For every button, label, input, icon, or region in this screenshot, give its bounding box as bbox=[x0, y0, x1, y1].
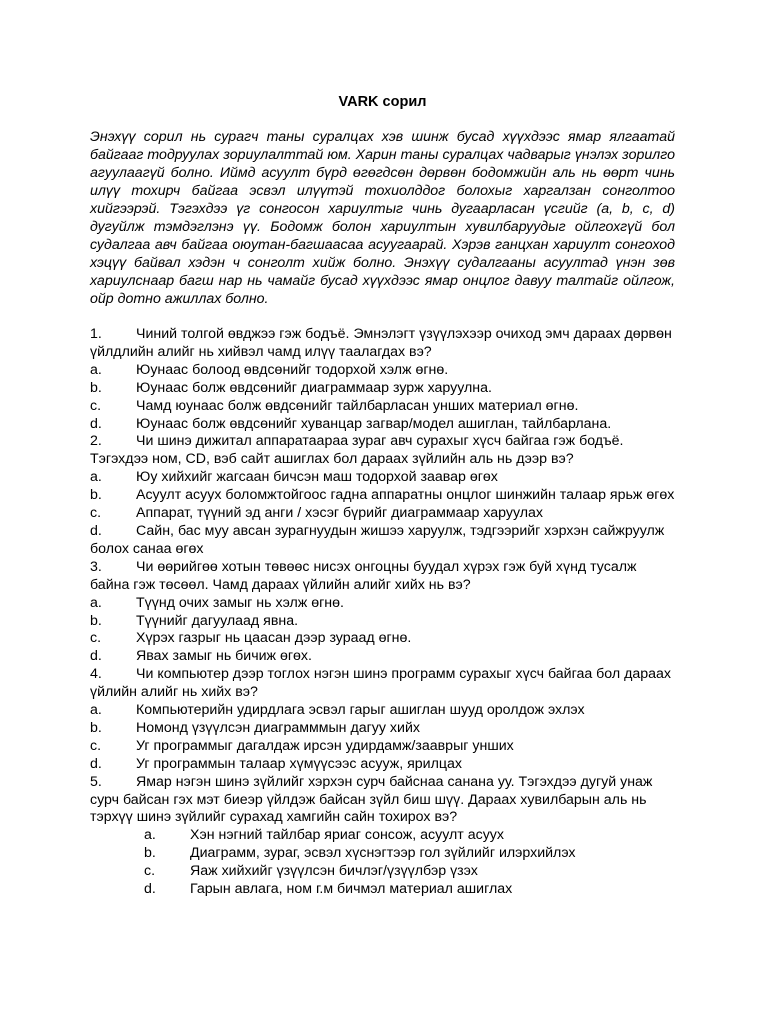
option-c bbox=[90, 738, 675, 756]
option-b bbox=[90, 845, 675, 863]
option-letter: b. bbox=[90, 719, 102, 736]
question-text bbox=[90, 666, 675, 702]
option-text: Диаграмм, зураг, эсвэл хүснэгтээр гол зүйлийг илэрхийлэх bbox=[190, 845, 576, 862]
question-4 bbox=[90, 666, 675, 773]
option-d bbox=[90, 416, 675, 434]
question-body: Ямар нэгэн шинэ зүйлийг хэрхэн сурч байснаа санана уу. Тэгэхдээ дугуй унаж сурч байсан гэх мэт биеэр үйлдэж байсан зүйл биш шүү. Дараах хувилбарын аль нь тэрхүү шинэ зүйлийг сурахад хамгийн сайн тохирох вэ? bbox=[90, 773, 653, 826]
option-d bbox=[90, 881, 675, 899]
option-c bbox=[90, 505, 675, 523]
option-text: Асуулт асуух боломжтойгоос гадна аппаратны онцлог шинжийн талаар ярьж өгөх bbox=[136, 487, 675, 504]
question-2 bbox=[90, 433, 675, 558]
option-a bbox=[90, 595, 675, 613]
option-d bbox=[90, 756, 675, 774]
option-a bbox=[90, 827, 675, 845]
option-a bbox=[90, 362, 675, 380]
intro-paragraph: Энэхүү сорил нь сурагч таны суралцах хэв шинж бусад хүүхдээс ямар ялгаатай байгааг тодруулах зориулалттай юм. Харин таны суралцах чадварыг үнэлэх зорилго агуулаагүй болно. Иймд асуулт бүрд өгөгдсөн дөрвөн бодомжийн аль нь өөрт чинь илүү тохирч байгаа эсвэл илүүтэй тохиолддог болохыг харгалзан сонголтоо хийгээрэй. Тэгэхдээ үг сонгосон хариултыг чинь дугаарласан үсгийг (a, b, c, d) дугуйлж тэмдэглэнэ үү. Бодомж болон хариултын хувилбаруудыг ойлгохгүй бол судалгаа авч байгаа оюутан-багшаасаа асуугаарай. Хэрэв ганцхан хариулт сонгоход хэцүү байвал хэдэн ч сонголт хийж болно. Энэхүү судалгааны асуултад үнэн зөв хариулснаар багш нар нь чамайг бусад хүүхдээс ямар онцлог давуу талтайг ойлгож, ойр дотно ажиллах болно. bbox=[90, 129, 675, 307]
option-text: Юунаас болоод өвдсөнийг тодорхой хэлж өгнө. bbox=[136, 361, 449, 378]
question-body: Чи өөрийгөө хотын төвөөс нисэх онгоцны буудал хүрэх гэж буй хүнд тусалж байна гэж төсөөл. Чамд дараах үйлийн алийг хийх нь вэ? bbox=[90, 558, 637, 593]
option-letter: a. bbox=[90, 361, 102, 378]
question-body: Чи шинэ дижитал аппаратаараа зураг авч сурахыг хүсч байгаа гэж бодъё. Тэгэхдээ ном, CD, вэб сайт ашиглах бол дараах зүйлийн аль нь дээр вэ? bbox=[90, 433, 624, 468]
option-letter: d. bbox=[90, 415, 102, 432]
question-3 bbox=[90, 559, 675, 666]
option-b bbox=[90, 380, 675, 398]
option-letter: d. bbox=[144, 881, 156, 898]
option-c bbox=[90, 398, 675, 416]
option-b bbox=[90, 720, 675, 738]
option-letter: c. bbox=[90, 505, 102, 522]
option-letter: d. bbox=[90, 522, 102, 539]
option-text: Юунаас болж өвдсөнийг диаграммаар зурж харуулна. bbox=[136, 379, 492, 396]
option-c bbox=[90, 630, 675, 648]
option-text: Явах замыг нь бичиж өгөх. bbox=[136, 648, 312, 665]
option-letter: c. bbox=[144, 863, 156, 880]
question-body: Чиний толгой өвджээ гэж бодъё. Эмнэлэгт үзүүлэхээр очиход эмч дараах дөрвөн үйлдлийн алийг нь хийвэл чамд илүү таалагдах вэ? bbox=[90, 326, 672, 360]
option-letter: b. bbox=[90, 487, 102, 504]
document-page bbox=[90, 94, 675, 899]
option-text: Номонд үзүүлсэн диаграмммын дагуу хийх bbox=[136, 719, 420, 736]
option-letter: c. bbox=[90, 737, 102, 754]
question-number: 5. bbox=[90, 773, 102, 790]
option-a bbox=[90, 469, 675, 487]
option-b bbox=[90, 613, 675, 631]
option-letter: d. bbox=[90, 755, 102, 772]
question-number: 4. bbox=[90, 666, 102, 683]
question-text bbox=[90, 774, 675, 828]
option-text: Юунаас болж өвдсөнийг хуванцар загвар/модел ашиглан, тайлбарлана. bbox=[136, 415, 612, 432]
question-5 bbox=[90, 774, 675, 899]
option-letter: c. bbox=[90, 630, 102, 647]
option-a bbox=[90, 702, 675, 720]
question-number: 2. bbox=[90, 433, 102, 450]
option-letter: d. bbox=[90, 648, 102, 665]
option-letter: b. bbox=[90, 379, 102, 396]
question-text bbox=[90, 433, 675, 469]
question-1 bbox=[90, 326, 675, 433]
option-text: Сайн, бас муу авсан зурагнуудын жишээ харуулж, тэдгээрийг хэрхэн сайжруулж болох санаа өгөх bbox=[90, 522, 665, 557]
option-text: Аппарат, түүний эд анги / хэсэг бүрийг диаграммаар харуулах bbox=[136, 505, 543, 522]
option-text: Хүрэх газрыг нь цаасан дээр зураад өгнө. bbox=[136, 630, 412, 647]
option-letter: b. bbox=[90, 612, 102, 629]
option-d bbox=[90, 523, 675, 559]
option-text: Яаж хийхийг үзүүлсэн бичлэг/үзүүлбэр үзэх bbox=[190, 863, 478, 880]
option-d bbox=[90, 648, 675, 666]
question-number: 3. bbox=[90, 558, 102, 575]
question-text bbox=[90, 559, 675, 595]
option-list bbox=[90, 827, 675, 899]
question-number: 1. bbox=[90, 326, 102, 342]
question-body: Чи компьютер дээр тоглох нэгэн шинэ программ сурахыг хүсч байгаа бол дараах үйлийн алийг нь хийх вэ? bbox=[90, 666, 672, 701]
option-text: Түүнд очих замыг нь хэлж өгнө. bbox=[136, 594, 344, 611]
option-text: Компьютерийн удирдлага эсвэл гарыг ашиглан шууд оролдож эхлэх bbox=[136, 702, 585, 719]
option-letter: c. bbox=[90, 397, 102, 414]
option-text: Уг программыг дагалдаж ирсэн удирдамж/зааврыг унших bbox=[136, 737, 514, 754]
page-title: VARK сорил bbox=[338, 94, 427, 110]
option-letter: a. bbox=[144, 827, 156, 844]
option-letter: b. bbox=[144, 845, 156, 862]
question-text bbox=[90, 326, 675, 362]
option-text: Уг программын талаар хүмүүсээс асууж, ярилцах bbox=[136, 755, 463, 772]
option-letter: a. bbox=[90, 702, 102, 719]
option-b bbox=[90, 487, 675, 505]
option-c bbox=[90, 863, 675, 881]
option-text: Юу хийхийг жагсаан бичсэн маш тодорхой заавар өгөх bbox=[136, 469, 498, 486]
option-letter: a. bbox=[90, 469, 102, 486]
option-letter: a. bbox=[90, 594, 102, 611]
option-text: Хэн нэгний тайлбар яриаг сонсож, асуулт асуух bbox=[190, 827, 504, 844]
option-text: Чамд юунаас болж өвдсөнийг тайлбарласан унших материал өгнө. bbox=[136, 397, 579, 414]
option-text: Түүнийг дагуулаад явна. bbox=[136, 612, 299, 629]
option-text: Гарын авлага, ном г.м бичмэл материал ашиглах bbox=[190, 881, 513, 898]
